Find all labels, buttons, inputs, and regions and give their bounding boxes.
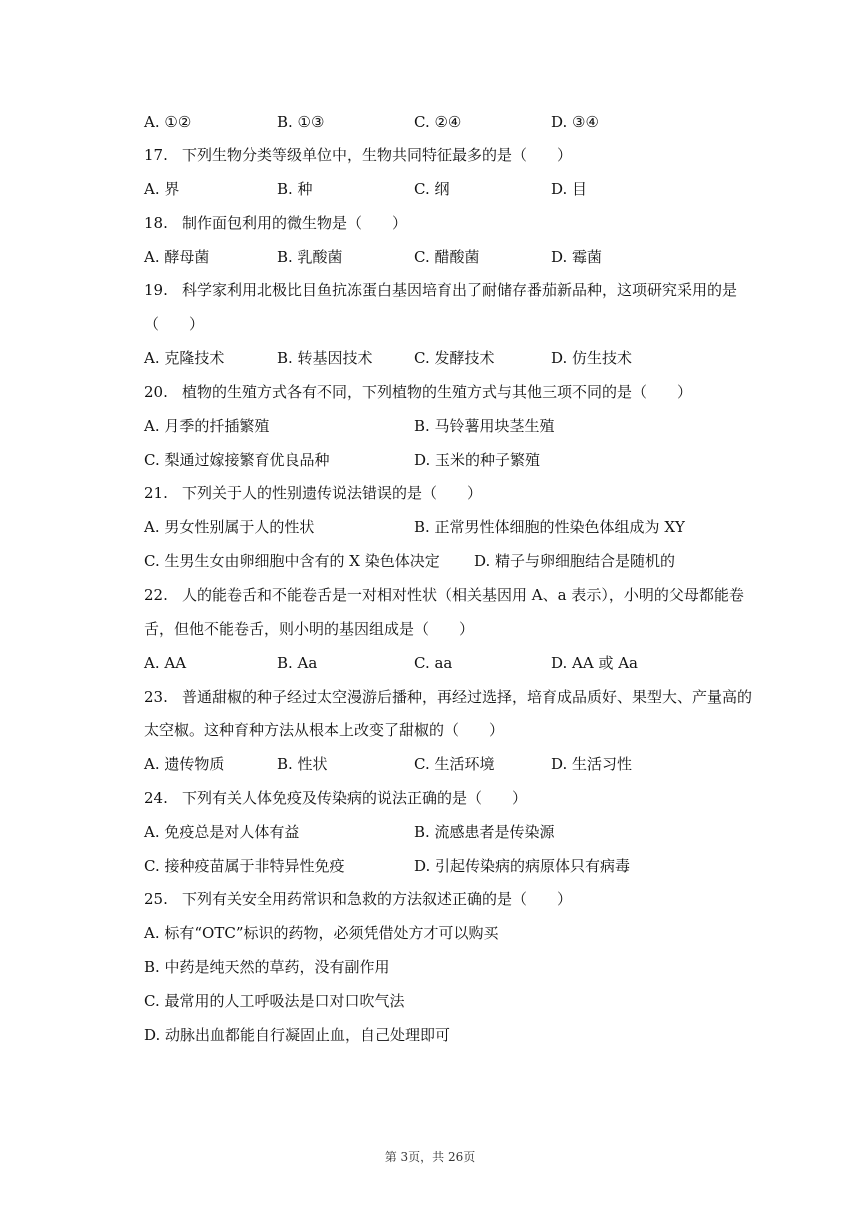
option-b: B. 转基因技术 [277, 349, 373, 367]
option-a: A. 男女性别属于人的性状 [144, 518, 315, 536]
question-text: 制作面包利用的微生物是（ ） [182, 214, 408, 232]
option-c: C. 发酵技术 [414, 349, 495, 367]
question-text-cont: （ ） [144, 315, 205, 333]
question-text: 科学家利用北极比目鱼抗冻蛋白基因培育出了耐储存番茄新品种，这项研究采用的是 [182, 281, 738, 299]
option-a: A. 克隆技术 [144, 349, 225, 367]
question-number: 18. [144, 214, 168, 232]
question-number: 17. [144, 146, 168, 164]
question-25-stem [144, 888, 764, 910]
question-25-option-d [144, 1024, 764, 1046]
page-footer: 第 3页，共 26页 [384, 1150, 476, 1164]
question-number: 25. [144, 890, 168, 908]
question-19-stem [144, 279, 764, 301]
question-number: 20. [144, 383, 168, 401]
question-19-stem-cont [144, 313, 764, 335]
question-20-stem [144, 381, 764, 403]
question-25-option-b [144, 956, 764, 978]
question-25-option-c [144, 990, 764, 1012]
option-c: C. 梨通过嫁接繁育优良品种 [144, 451, 330, 469]
question-text: 下列有关人体免疫及传染病的说法正确的是（ ） [182, 789, 528, 807]
option-c: C. aa [414, 654, 453, 672]
question-23-stem [144, 686, 764, 708]
option-a: A. ①② [144, 113, 192, 131]
option-d: D. 生活习性 [551, 755, 633, 773]
option-d: D. 目 [551, 180, 588, 198]
question-number: 19. [144, 281, 168, 299]
question-23-stem-cont [144, 719, 764, 741]
question-number: 21. [144, 484, 168, 502]
option-a: A. 遗传物质 [144, 755, 225, 773]
option-c: C. 接种疫苗属于非特异性免疫 [144, 857, 345, 875]
question-text: 普通甜椒的种子经过太空漫游后播种，再经过选择，培育成品质好、果型大、产量高的 [182, 688, 753, 706]
option-d: D. ③④ [551, 113, 599, 131]
option-b: B. 中药是纯天然的草药，没有副作用 [144, 958, 390, 976]
question-24-stem [144, 787, 764, 809]
question-17-stem [144, 144, 764, 166]
question-text: 下列关于人的性别遗传说法错误的是（ ） [182, 484, 483, 502]
option-d: D. 动脉出血都能自行凝固止血，自己处理即可 [144, 1026, 451, 1044]
option-a: A. AA [144, 654, 187, 672]
question-text: 下列生物分类等级单位中，生物共同特征最多的是（ ） [182, 146, 573, 164]
question-18-stem [144, 212, 764, 234]
option-d: D. AA 或 Aa [551, 654, 639, 672]
option-b: B. 正常男性体细胞的性染色体组成为 XY [414, 518, 685, 536]
question-21-stem [144, 482, 764, 504]
option-d: D. 精子与卵细胞结合是随机的 [474, 552, 676, 570]
option-d: D. 引起传染病的病原体只有病毒 [414, 857, 631, 875]
question-text: 人的能卷舌和不能卷舌是一对相对性状（相关基因用 A、a 表示），小明的父母都能卷 [182, 586, 744, 604]
option-a: A. 月季的扦插繁殖 [144, 417, 270, 435]
question-22-stem-cont [144, 618, 764, 640]
option-b: B. 流感患者是传染源 [414, 823, 555, 841]
question-number: 22. [144, 586, 168, 604]
option-b: B. Aa [277, 654, 318, 672]
question-number: 24. [144, 789, 168, 807]
question-text-cont: 舌，但他不能卷舌，则小明的基因组成是（ ） [144, 620, 475, 638]
question-22-stem [144, 584, 764, 606]
question-number: 23. [144, 688, 168, 706]
option-a: A. 界 [144, 180, 180, 198]
question-25-option-a [144, 922, 764, 944]
option-d: D. 仿生技术 [551, 349, 633, 367]
question-text-cont: 太空椒。这种育种方法从根本上改变了甜椒的（ ） [144, 721, 505, 739]
option-a: A. 酵母菌 [144, 248, 210, 266]
option-a: A. 免疫总是对人体有益 [144, 823, 300, 841]
option-c: C. 醋酸菌 [414, 248, 480, 266]
option-c: C. 生活环境 [414, 755, 495, 773]
option-b: B. 乳酸菌 [277, 248, 343, 266]
option-c: C. ②④ [414, 113, 462, 131]
option-b: B. 性状 [277, 755, 328, 773]
option-c: C. 生男生女由卵细胞中含有的 X 染色体决定 [144, 552, 440, 570]
option-c: C. 纲 [414, 180, 450, 198]
option-d: D. 玉米的种子繁殖 [414, 451, 541, 469]
option-b: B. ①③ [277, 113, 325, 131]
option-a: A. 标有“OTC”标识的药物，必须凭借处方才可以购买 [144, 924, 499, 942]
question-text: 植物的生殖方式各有不同，下列植物的生殖方式与其他三项不同的是（ ） [182, 383, 693, 401]
option-b: B. 马铃薯用块茎生殖 [414, 417, 555, 435]
option-c: C. 最常用的人工呼吸法是口对口吹气法 [144, 992, 405, 1010]
option-b: B. 种 [277, 180, 313, 198]
question-text: 下列有关安全用药常识和急救的方法叙述正确的是（ ） [182, 890, 573, 908]
option-d: D. 霉菌 [551, 248, 603, 266]
